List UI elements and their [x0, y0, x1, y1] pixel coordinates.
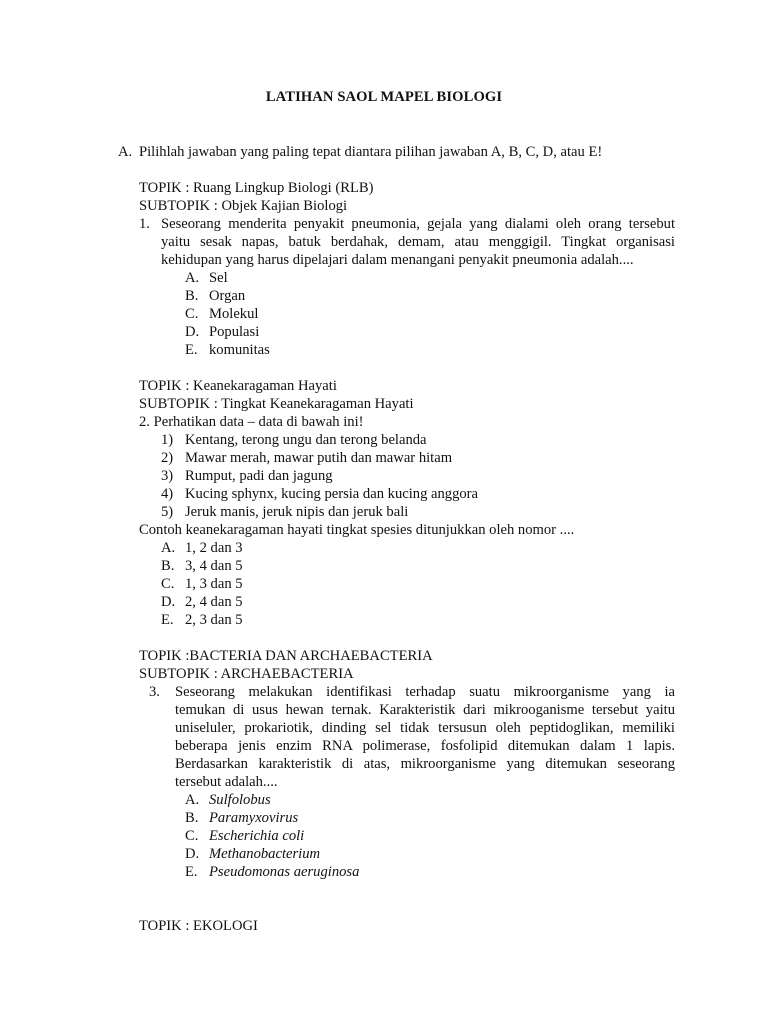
question-3	[139, 683, 675, 791]
topik-1: TOPIK : Ruang Lingkup Biologi (RLB)	[139, 180, 374, 196]
list-item: 3) Rumput, padi dan jagung	[161, 468, 333, 484]
option-e: E. Pseudomonas aeruginosa	[185, 864, 360, 880]
instruction	[118, 143, 678, 161]
option-a: A. Sel	[185, 270, 228, 286]
question-1	[139, 215, 675, 269]
option-a: A. Sulfolobus	[185, 792, 271, 808]
topik-3: TOPIK :BACTERIA DAN ARCHAEBACTERIA	[139, 648, 433, 664]
question-2-stem: Contoh keanekaragaman hayati tingkat spesies ditunjukkan oleh nomor ....	[139, 522, 575, 538]
question-line: beberapa jenis enzim RNA polimerase, fosfolipid ditemukan dalam 1 lapis.	[175, 738, 675, 754]
list-item: 1) Kentang, terong ungu dan terong belanda	[161, 432, 427, 448]
page-title: LATIHAN SAOL MAPEL BIOLOGI	[265, 89, 503, 105]
question-2-options	[139, 539, 675, 629]
question-line: temukan di usus hewan ternak. Karakteristik dari mikrooganisme tersebut yaitu	[175, 702, 675, 718]
question-3-number: 3.	[149, 684, 160, 700]
question-3-text	[175, 683, 675, 791]
subtopik-1: SUBTOPIK : Objek Kajian Biologi	[139, 198, 348, 214]
instruction-letter: A.	[118, 144, 133, 160]
questions-content	[139, 179, 675, 935]
question-line: Seseorang melakukan identifikasi terhadap suatu mikroorganisme yang ia	[175, 684, 675, 700]
option-c: C. Escherichia coli	[185, 828, 305, 844]
question-1-options	[139, 269, 675, 359]
option-d: D. 2, 4 dan 5	[161, 594, 243, 610]
question-1-number: 1.	[139, 216, 150, 232]
option-b: B. Paramyxovirus	[185, 810, 299, 826]
option-b: B. Organ	[185, 288, 246, 304]
question-line: kehidupan yang harus dipelajari dalam menangani penyakit pneumonia adalah....	[161, 252, 634, 268]
question-2-data-list	[139, 431, 675, 521]
option-e: E. 2, 3 dan 5	[161, 612, 243, 628]
instruction-text: Pilihlah jawaban yang paling tepat diantara pilihan jawaban A, B, C, D, atau E!	[139, 144, 603, 160]
question-2-intro: 2. Perhatikan data – data di bawah ini!	[139, 414, 364, 430]
topik-4: TOPIK : EKOLOGI	[139, 918, 258, 934]
question-1-text	[161, 215, 675, 269]
option-c: C. 1, 3 dan 5	[161, 576, 243, 592]
subtopik-2: SUBTOPIK : Tingkat Keanekaragaman Hayati	[139, 396, 414, 412]
topik-2: TOPIK : Keanekaragaman Hayati	[139, 378, 337, 394]
question-line: Berdasarkan karakteristik di atas, mikroorganisme yang ditemukan seseorang	[175, 756, 675, 772]
question-line: Seseorang menderita penyakit pneumonia, gejala yang dialami oleh orang tersebut	[161, 216, 675, 232]
subtopik-3: SUBTOPIK : ARCHAEBACTERIA	[139, 666, 354, 682]
option-d: D. Methanobacterium	[185, 846, 321, 862]
question-3-options	[139, 791, 675, 881]
list-item: 4) Kucing sphynx, kucing persia dan kucing anggora	[161, 486, 479, 502]
option-e: E. komunitas	[185, 342, 270, 358]
option-a: A. 1, 2 dan 3	[161, 540, 243, 556]
list-item: 2) Mawar merah, mawar putih dan mawar hitam	[161, 450, 453, 466]
question-line: yaitu sesak napas, batuk berdahak, demam, atau menggigil. Tingkat organisasi	[161, 234, 675, 250]
question-line: uniseluler, prokariotik, dinding sel tidak tersusun oleh peptidoglikan, memiliki	[175, 720, 675, 736]
option-d: D. Populasi	[185, 324, 260, 340]
option-c: C. Molekul	[185, 306, 259, 322]
option-b: B. 3, 4 dan 5	[161, 558, 243, 574]
question-line: tersebut adalah....	[175, 774, 278, 790]
list-item: 5) Jeruk manis, jeruk nipis dan jeruk bali	[161, 504, 409, 520]
